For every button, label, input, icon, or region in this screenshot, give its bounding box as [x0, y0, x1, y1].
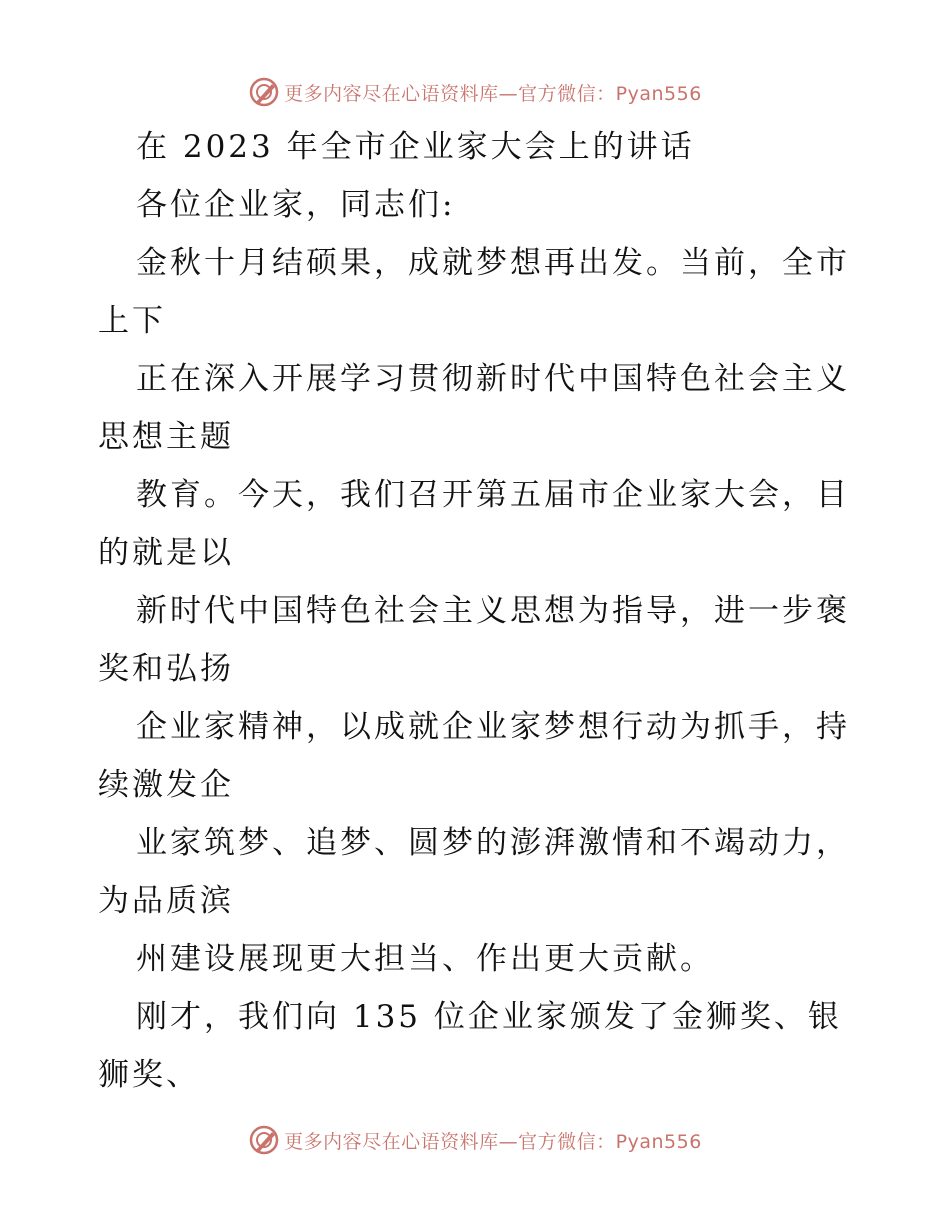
pen-logo-icon — [248, 1124, 280, 1156]
paragraph-line: 企业家精神，以成就企业家梦想行动为抓手，持 — [136, 709, 850, 745]
paragraph — [98, 988, 858, 1104]
paragraph-line: 上下 — [98, 303, 166, 339]
paragraph — [98, 698, 858, 814]
paragraph — [98, 234, 858, 350]
header-watermark-banner — [0, 70, 950, 114]
document-body — [98, 118, 858, 1104]
paragraph-line: 金秋十月结硕果，成就梦想再出发。当前，全市 — [136, 245, 850, 281]
paragraph-line: 业家筑梦、追梦、圆梦的澎湃激情和不竭动力， — [136, 825, 850, 861]
paragraph-line: 教育。今天，我们召开第五届市企业家大会，目 — [136, 477, 850, 513]
paragraph — [98, 466, 858, 582]
pen-logo-icon — [248, 76, 280, 108]
paragraph-line: 的就是以 — [98, 535, 234, 571]
paragraph-line: 思想主题 — [98, 419, 234, 455]
paragraph-line: 续激发企 — [98, 767, 234, 803]
paragraph-line: 奖和弘扬 — [98, 651, 234, 687]
paragraph-line: 在 2023 年全市企业家大会上的讲话 — [136, 129, 695, 165]
paragraph — [98, 930, 858, 988]
paragraph — [98, 582, 858, 698]
paragraph-line: 为品质滨 — [98, 883, 234, 919]
paragraph — [98, 814, 858, 930]
paragraph — [98, 118, 858, 176]
paragraph-line: 新时代中国特色社会主义思想为指导，进一步褒 — [136, 593, 850, 629]
paragraph-line: 各位企业家，同志们: — [136, 187, 456, 223]
footer-banner-text: 更多内容尽在心语资料库—官方微信：Pyan556 — [284, 1130, 702, 1153]
footer-watermark-banner — [0, 1118, 950, 1162]
header-banner-text: 更多内容尽在心语资料库—官方微信：Pyan556 — [284, 82, 702, 105]
paragraph — [98, 176, 858, 234]
paragraph-line: 州建设展现更大担当、作出更大贡献。 — [136, 941, 714, 977]
paragraph-line: 狮奖、 — [98, 1057, 200, 1093]
paragraph-line: 正在深入开展学习贯彻新时代中国特色社会主义 — [136, 361, 850, 397]
paragraph-line: 刚才，我们向 135 位企业家颁发了金狮奖、银 — [136, 999, 842, 1035]
paragraph — [98, 350, 858, 466]
